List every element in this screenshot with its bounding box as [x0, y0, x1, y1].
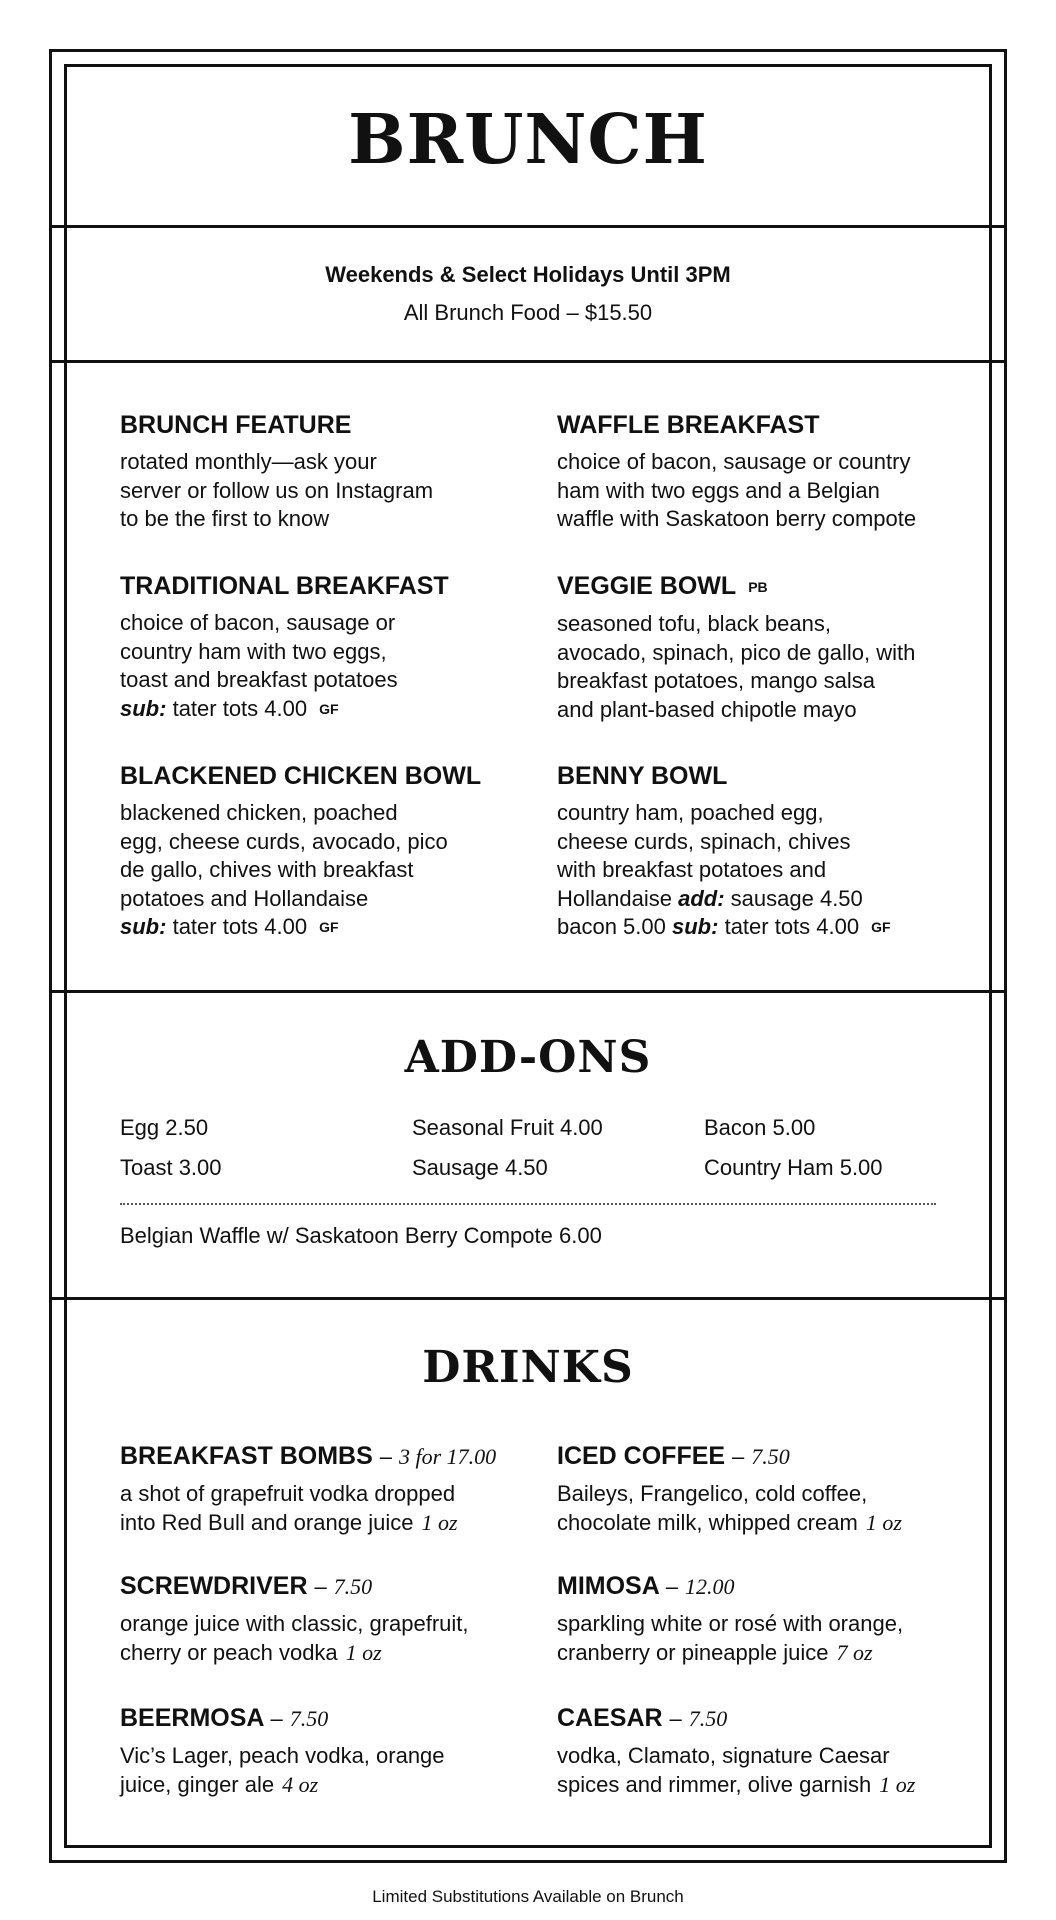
item-name: BLACKENED CHICKEN BOWL	[120, 762, 482, 790]
drink-description: Baileys, Frangelico, cold coffee, chocolate milk, whipped cream 1 oz	[557, 1481, 902, 1535]
drink-item	[557, 1571, 977, 1667]
divider-header	[49, 225, 1007, 228]
sub-label: sub:	[672, 914, 719, 939]
menu-item	[120, 571, 510, 723]
drink-description: orange juice with classic, grapefruit, cherry or peach vodka 1 oz	[120, 1611, 469, 1665]
addon-item: Bacon 5.00	[704, 1115, 816, 1140]
addons-title: ADD-ONS	[404, 1032, 652, 1083]
drink-price: 7.50	[333, 1574, 373, 1599]
drink-description: sparkling white or rosé with orange, cranberry or pineapple juice 7 oz	[557, 1611, 904, 1665]
drinks-heading	[67, 1340, 989, 1396]
divider-brunch	[49, 990, 1007, 993]
item-description: country ham, poached egg, cheese curds, spinach, chives with breakfast potatoes and Hollandaise add: sausage 4.50 bacon 5.00 sub: tater tots 4.00 GF	[557, 800, 891, 939]
addon-item: Country Ham 5.00	[704, 1155, 883, 1180]
drink-price: 12.00	[685, 1574, 735, 1599]
item-description: rotated monthly—ask your server or follow us on Instagram to be the first to know	[120, 449, 434, 531]
hours-text: Weekends & Select Holidays Until 3PM	[325, 262, 731, 287]
drink-price: 7.50	[751, 1444, 790, 1469]
add-label: add:	[678, 885, 725, 911]
item-name: BRUNCH FEATURE	[120, 411, 352, 439]
pour-size: 1 oz	[421, 1509, 458, 1535]
pb-tag: PB	[748, 579, 768, 595]
item-name: VEGGIE BOWL PB	[557, 572, 768, 600]
menu-item	[120, 410, 510, 534]
menu-item	[120, 761, 510, 942]
price-text: All Brunch Food – $15.50	[403, 300, 653, 325]
title-section	[67, 100, 989, 180]
pour-size: 1 oz	[345, 1639, 382, 1665]
addon-item: Egg 2.50	[120, 1115, 209, 1140]
item-name: WAFFLE BREAKFAST	[557, 411, 820, 439]
drink-name: MIMOSA – 12.00	[557, 1572, 735, 1600]
drink-item	[120, 1703, 540, 1799]
addon-item: Sausage 4.50	[412, 1155, 548, 1180]
menu-item	[557, 410, 947, 534]
drink-name: CAESAR – 7.50	[557, 1704, 728, 1732]
pour-size: 1 oz	[879, 1771, 916, 1797]
item-name: TRADITIONAL BREAKFAST	[120, 572, 449, 600]
item-description: blackened chicken, poached egg, cheese curds, avocado, pico de gallo, chives with breakfast potatoes and Hollandaise sub: tater tots 4.00 GF	[120, 800, 448, 939]
addon-item: Seasonal Fruit 4.00	[412, 1115, 603, 1140]
gf-tag: GF	[319, 919, 339, 935]
drink-price: 7.50	[289, 1706, 329, 1731]
page-title: BRUNCH	[348, 100, 708, 180]
item-name: BENNY BOWL	[557, 762, 728, 790]
drink-name: SCREWDRIVER – 7.50	[120, 1572, 373, 1600]
drink-description: a shot of grapefruit vodka dropped into Red Bull and orange juice 1 oz	[120, 1481, 458, 1535]
drink-item	[557, 1703, 977, 1799]
menu-item	[557, 571, 947, 724]
drink-description: Vic’s Lager, peach vodka, orange juice, ginger ale 4 oz	[120, 1743, 445, 1797]
drink-item	[120, 1571, 540, 1667]
pour-size: 7 oz	[836, 1639, 873, 1665]
drink-item	[120, 1441, 540, 1537]
hours-section	[67, 262, 989, 326]
drink-price: 3 for 17.00	[398, 1444, 497, 1469]
dotted-divider	[120, 1203, 936, 1205]
addons-heading	[67, 1030, 989, 1086]
pour-size: 1 oz	[865, 1509, 902, 1535]
footer-note: Limited Substitutions Available on Brunch	[372, 1887, 684, 1906]
drink-price: 7.50	[688, 1706, 728, 1731]
drink-item	[557, 1441, 977, 1537]
item-description: choice of bacon, sausage or country ham with two eggs, toast and breakfast potatoes sub: tater tots 4.00 GF	[120, 610, 398, 721]
item-description: choice of bacon, sausage or country ham with two eggs and a Belgian waffle with Saskatoon berry compote	[557, 449, 917, 531]
sub-label: sub:	[120, 695, 167, 721]
menu-item	[557, 761, 947, 942]
divider-addons	[49, 1297, 1007, 1300]
drink-name: ICED COFFEE – 7.50	[557, 1442, 790, 1470]
divider-hours	[49, 360, 1007, 363]
drink-name: BEERMOSA – 7.50	[120, 1704, 329, 1732]
addon-waffle: Belgian Waffle w/ Saskatoon Berry Compote 6.00	[120, 1223, 602, 1248]
drink-description: vodka, Clamato, signature Caesar spices and rimmer, olive garnish 1 oz	[557, 1743, 916, 1797]
addon-item: Toast 3.00	[120, 1155, 222, 1180]
sub-label: sub:	[120, 914, 167, 939]
gf-tag: GF	[319, 700, 339, 717]
item-description: seasoned tofu, black beans, avocado, spinach, pico de gallo, with breakfast potatoes, mango salsa and plant-based chipotle mayo	[557, 611, 916, 722]
drinks-title: DRINKS	[422, 1342, 634, 1393]
pour-size: 4 oz	[282, 1771, 319, 1797]
gf-tag: GF	[871, 919, 891, 935]
drink-name: BREAKFAST BOMBS – 3 for 17.00	[120, 1442, 497, 1470]
